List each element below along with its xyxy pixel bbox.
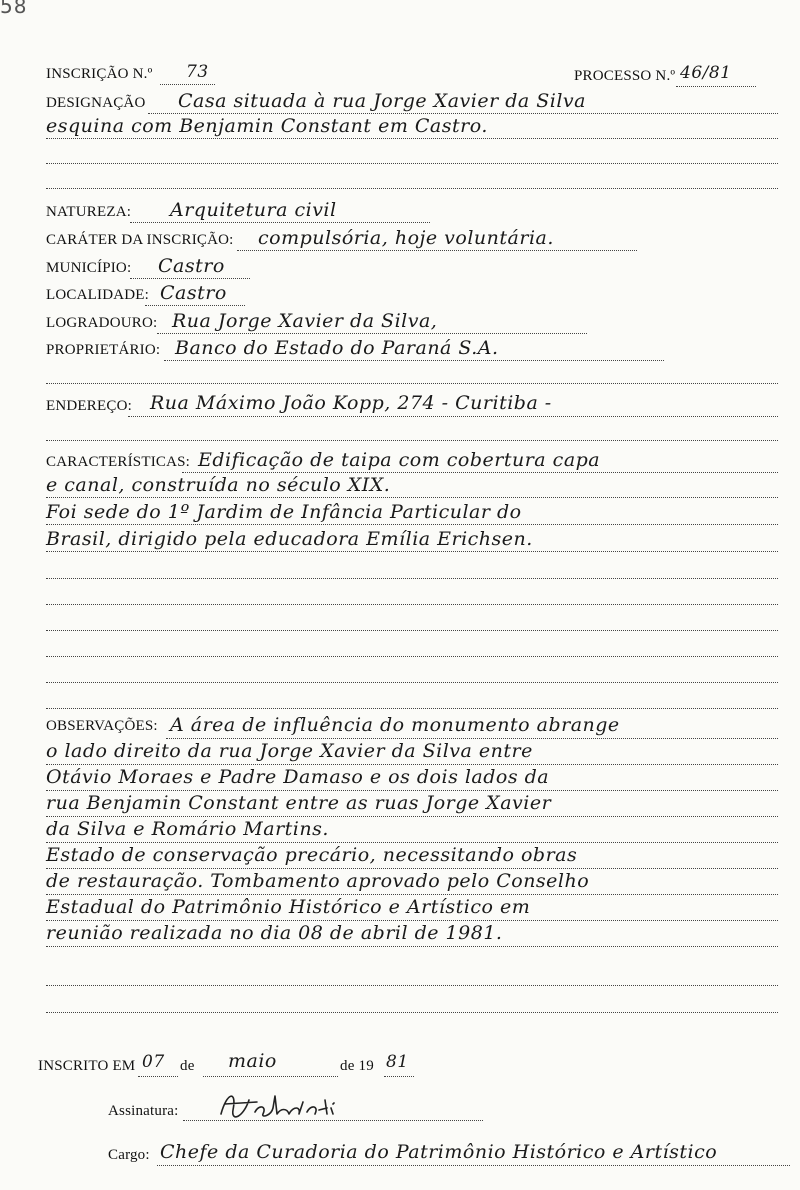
natureza-value: Arquitetura civil [170,199,337,221]
processo-value: 46/81 [680,63,732,83]
caracteristicas-label: CARACTERÍSTICAS: [46,454,191,470]
assinatura-label: Assinatura: [108,1103,179,1119]
inscrito-year: 81 [386,1052,409,1072]
logradouro-label: LOGRADOURO: [46,315,158,331]
municipio-value: Castro [158,255,225,277]
endereco-value: Rua Máximo João Kopp, 274 - Curitiba - [150,392,552,414]
inscrito-label: INSCRITO EM [38,1058,136,1074]
caracteristicas-line-1: Edificação de taipa com cobertura capa [198,449,601,471]
observacoes-line-9: reunião realizada no dia 08 de abril de 1981. [46,922,503,944]
inscricao-label: INSCRIÇÃO N.º [46,66,153,82]
observacoes-line-5: da Silva e Romário Martins. [46,818,329,840]
endereco-label: ENDEREÇO: [46,398,132,414]
natureza-label: NATUREZA: [46,204,132,220]
carater-value: compulsória, hoje voluntária. [258,227,554,249]
inscrito-month: maio [228,1050,277,1072]
inscricao-value: 73 [186,62,209,82]
observacoes-line-2: o lado direito da rua Jorge Xavier da Silva entre [46,740,533,762]
observacoes-line-1: A área de influência do monumento abrange [170,714,620,736]
designacao-line-1: Casa situada à rua Jorge Xavier da Silva [178,90,586,112]
inscrito-de-1: de [180,1058,195,1074]
processo-label: PROCESSO N.º [574,68,676,84]
caracteristicas-line-4: Brasil, dirigido pela educadora Emília Erichsen. [46,528,533,550]
signature-image [215,1088,355,1128]
observacoes-label: OBSERVAÇÕES: [46,718,158,734]
logradouro-value: Rua Jorge Xavier da Silva, [172,310,438,332]
carater-label: CARÁTER DA INSCRIÇÃO: [46,232,234,248]
localidade-value: Castro [160,282,227,304]
municipio-label: MUNICÍPIO: [46,260,132,276]
localidade-label: LOCALIDADE: [46,287,150,303]
proprietario-value: Banco do Estado do Paraná S.A. [175,337,499,359]
observacoes-line-4: rua Benjamin Constant entre as ruas Jorge Xavier [46,792,552,814]
cargo-label: Cargo: [108,1147,150,1163]
proprietario-label: PROPRIETÁRIO: [46,342,161,358]
caracteristicas-line-3: Foi sede do 1º Jardim de Infância Particular do [46,501,522,523]
designacao-label: DESIGNAÇÃO [46,95,146,111]
designacao-line-2: esquina com Benjamin Constant em Castro. [46,115,488,137]
inscrito-day: 07 [142,1052,165,1072]
cargo-value: Chefe da Curadoria do Patrimônio Histórico e Artístico [160,1141,718,1163]
observacoes-line-6: Estado de conservação precário, necessitando obras [46,844,578,866]
corner-page-mark: 58 [0,0,28,18]
inscrito-de-2: de 19 [340,1058,374,1074]
caracteristicas-line-2: e canal, construída no século XIX. [46,474,391,496]
observacoes-line-7: de restauração. Tombamento aprovado pelo Conselho [46,870,590,892]
observacoes-line-8: Estadual do Patrimônio Histórico e Artístico em [46,896,531,918]
observacoes-line-3: Otávio Moraes e Padre Damaso e os dois lados da [46,766,550,788]
